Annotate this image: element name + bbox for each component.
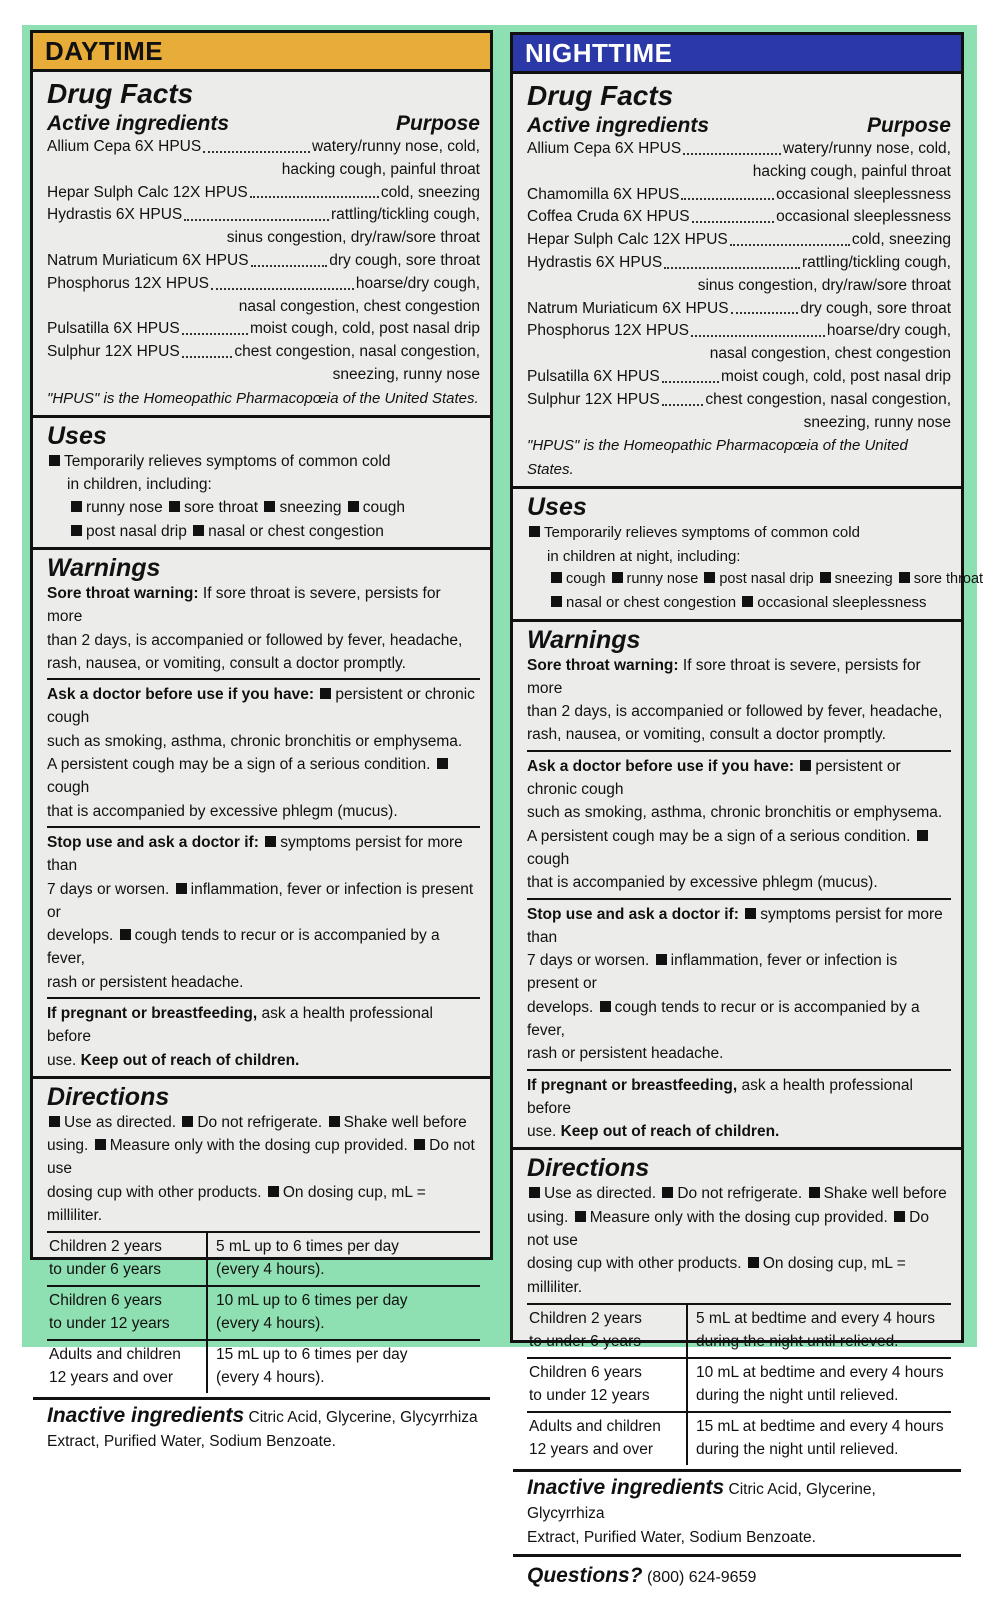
bullet-square-icon — [268, 1186, 279, 1197]
bullet-square-icon — [71, 501, 82, 512]
bullet-square-icon — [748, 1257, 759, 1268]
bullet-square-icon — [176, 883, 187, 894]
uses-line: in children at night, including: — [547, 547, 741, 565]
bullet-square-icon — [529, 526, 540, 537]
active-ingredients-header — [47, 112, 480, 136]
sore-throat-label: Sore throat warning: — [527, 656, 679, 674]
bullet-square-icon — [49, 455, 60, 466]
ingredient-item — [47, 136, 480, 182]
warning-text: that is accompanied by excessive phlegm (mucus). — [527, 874, 878, 892]
questions-section — [513, 1557, 961, 1597]
warnings-title: Warnings — [527, 625, 641, 654]
age-group: Children 2 years — [49, 1238, 162, 1256]
ingredient-name: Hepar Sulph Calc 12X HPUS — [527, 231, 728, 249]
bullet-square-icon — [414, 1139, 425, 1150]
directions-text: Measure only with the dosing cup provided. — [589, 1208, 888, 1226]
keep-out-label: Keep out of reach of children. — [80, 1051, 300, 1069]
ingredient-name: Coffea Cruda 6X HPUS — [527, 208, 690, 226]
uses-item: post nasal drip — [719, 570, 814, 587]
warning-text: rash, nausea, or vomiting, consult a doctor promptly. — [47, 654, 406, 672]
ingredient-purpose-cont: hacking cough, painful throat — [752, 162, 951, 180]
age-group: Children 2 years — [529, 1309, 642, 1327]
purpose-label: Purpose — [866, 114, 951, 137]
ingredient-item — [47, 273, 480, 319]
ingredient-name: Hydrastis 6X HPUS — [527, 253, 663, 271]
ingredient-purpose: occasional sleeplessness — [776, 185, 951, 203]
pregnancy-warning — [527, 1069, 951, 1144]
ingredient-list — [527, 138, 951, 434]
ingredient-purpose: rattling/tickling cough, — [801, 253, 951, 271]
warning-text: rash or persistent headache. — [527, 1045, 724, 1063]
warning-text: than 2 days, is accompanied or followed by fever, headache, — [47, 631, 463, 649]
warning-text: develops. — [47, 927, 114, 945]
hpus-note: "HPUS" is the Homeopathic Pharmacopœia of the United States. — [47, 389, 479, 407]
dose-text: 10 mL at bedtime and every 4 hours — [696, 1363, 944, 1381]
ingredient-name: Pulsatilla 6X HPUS — [47, 320, 180, 338]
ingredient-name: Natrum Muriaticum 6X HPUS — [47, 251, 249, 269]
ingredient-name: Sulphur 12X HPUS — [527, 390, 660, 408]
dose-text: 5 mL at bedtime and every 4 hours — [696, 1309, 935, 1327]
dose-text: 10 mL up to 6 times per day — [216, 1292, 408, 1310]
warning-text: persistent or chronic cough — [47, 686, 475, 727]
bullet-square-icon — [265, 836, 276, 847]
dose-text: during the night until relieved. — [696, 1440, 899, 1458]
nighttime-panel — [510, 32, 984, 1587]
ingredient-item — [47, 341, 480, 387]
warning-text: use. — [47, 1051, 81, 1069]
warning-text: develops. — [527, 998, 594, 1016]
ingredient-purpose-cont: sinus congestion, dry/raw/sore throat — [697, 276, 951, 294]
bullet-square-icon — [612, 572, 623, 583]
warnings-section — [513, 622, 961, 1151]
ingredient-item — [527, 206, 951, 229]
uses-items-row — [47, 520, 480, 543]
stop-use-warning — [527, 898, 951, 1066]
ingredient-name: Hydrastis 6X HPUS — [47, 206, 183, 224]
ingredient-purpose: hoarse/dry cough, — [826, 322, 951, 340]
directions-section — [513, 1150, 961, 1471]
dose-text: (every 4 hours). — [216, 1261, 325, 1279]
ingredient-purpose-cont: sneezing, runny nose — [332, 365, 480, 383]
ask-doctor-warning — [527, 750, 951, 895]
uses-item: sneezing — [279, 499, 342, 517]
bullet-square-icon — [575, 1211, 586, 1222]
ingredient-item — [527, 320, 951, 366]
dose-text: (every 4 hours). — [216, 1315, 325, 1333]
keep-out-label: Keep out of reach of children. — [560, 1123, 780, 1141]
warning-text: A persistent cough may be a sign of a serious condition. — [527, 827, 911, 845]
directions-text: Use as directed. — [544, 1185, 656, 1203]
ask-doctor-warning — [47, 678, 480, 823]
bullet-square-icon — [193, 525, 204, 536]
ingredient-name: Allium Cepa 6X HPUS — [527, 140, 682, 157]
ingredient-name: Sulphur 12X HPUS — [47, 343, 180, 361]
ingredient-purpose: dry cough, sore throat — [329, 251, 480, 269]
ingredient-item — [527, 229, 951, 252]
bullet-square-icon — [320, 688, 331, 699]
drug-facts-title: Drug Facts — [527, 80, 674, 111]
bullet-square-icon — [742, 596, 753, 607]
pregnancy-label: If pregnant or breastfeeding, — [527, 1076, 738, 1094]
bullet-square-icon — [182, 1116, 193, 1127]
directions-text: Do not use — [527, 1208, 929, 1250]
directions-text: Do not use — [47, 1137, 475, 1178]
ingredient-item — [527, 366, 951, 389]
active-ingredients-header — [527, 114, 951, 138]
inactive-text: Extract, Purified Water, Sodium Benzoate. — [527, 1528, 816, 1546]
inactive-ingredients-label: Inactive ingredients — [527, 1475, 725, 1499]
ingredient-name: Pulsatilla 6X HPUS — [527, 367, 660, 385]
warning-text: If sore throat is severe, persists for more — [527, 656, 921, 697]
warning-text: ask a health professional before — [527, 1076, 913, 1117]
inactive-text: Extract, Purified Water, Sodium Benzoate. — [47, 1433, 336, 1451]
purpose-label: Purpose — [395, 112, 480, 135]
sore-throat-warning — [527, 654, 951, 747]
uses-line: Temporarily relieves symptoms of common cold — [544, 524, 860, 542]
warning-text: that is accompanied by excessive phlegm (mucus). — [47, 802, 398, 820]
ingredient-purpose: watery/runny nose, cold, — [782, 140, 951, 157]
ingredient-purpose-cont: sinus congestion, dry/raw/sore throat — [226, 229, 480, 247]
warning-text: If sore throat is severe, persists for more — [47, 584, 441, 626]
active-ingredients-label: Active ingredients — [527, 114, 710, 137]
table-row — [47, 1340, 480, 1393]
bullet-square-icon — [551, 596, 562, 607]
inactive-ingredients-section — [33, 1400, 490, 1458]
bullet-square-icon — [348, 501, 359, 512]
uses-items-row — [527, 568, 984, 591]
warning-text: use. — [527, 1123, 561, 1141]
uses-item: runny nose — [626, 570, 699, 587]
directions-text: Shake well before — [343, 1113, 467, 1131]
ingredient-purpose: cold, sneezing — [380, 183, 480, 201]
warning-text: ask a health professional before — [47, 1005, 433, 1046]
warning-text: 7 days or worsen. — [47, 880, 170, 898]
bullet-square-icon — [169, 501, 180, 512]
bullet-square-icon — [49, 1116, 60, 1127]
uses-item: nasal or chest congestion — [208, 522, 384, 540]
directions-text: On dosing cup, mL = milliliter. — [47, 1183, 426, 1225]
age-group: Adults and children — [49, 1346, 181, 1364]
age-group: 12 years and over — [49, 1369, 174, 1387]
warning-text: symptoms persist for more than — [527, 905, 943, 946]
table-row — [47, 1286, 480, 1340]
age-group: 12 years and over — [529, 1440, 654, 1458]
directions-title: Directions — [527, 1154, 650, 1183]
ingredient-purpose-cont: nasal congestion, chest congestion — [238, 297, 480, 315]
warning-text: such as smoking, asthma, chronic bronchitis or emphysema. — [527, 804, 943, 822]
active-ingredients-section — [513, 74, 961, 489]
ingredient-purpose: cold, sneezing — [851, 231, 951, 249]
uses-title: Uses — [527, 493, 587, 522]
warning-text: such as smoking, asthma, chronic bronchitis or emphysema. — [47, 732, 463, 750]
ingredient-purpose: moist cough, cold, post nasal drip — [720, 367, 951, 385]
inactive-text: Citric Acid, Glycerine, Glycyrrhiza — [527, 1480, 876, 1522]
ingredient-purpose-cont: hacking cough, painful throat — [281, 160, 480, 178]
warning-text: than 2 days, is accompanied or followed by fever, headache, — [527, 703, 943, 721]
ingredient-purpose: hoarse/dry cough, — [355, 274, 480, 292]
uses-item: sore throat — [913, 570, 984, 587]
ingredient-item — [527, 138, 951, 184]
inactive-ingredients-label: Inactive ingredients — [47, 1404, 245, 1428]
sore-throat-label: Sore throat warning: — [47, 584, 199, 602]
bullet-square-icon — [120, 929, 131, 940]
ingredient-item — [527, 298, 951, 321]
dosage-table — [47, 1231, 480, 1393]
bullet-square-icon — [551, 572, 562, 583]
warning-text: 7 days or worsen. — [527, 952, 650, 970]
bullet-square-icon — [71, 525, 82, 536]
dose-text: during the night until relieved. — [696, 1386, 899, 1404]
directions-section — [33, 1079, 490, 1400]
ingredient-purpose-cont: nasal congestion, chest congestion — [709, 345, 951, 363]
ingredient-item — [527, 252, 951, 298]
daytime-panel — [30, 30, 493, 1451]
ingredient-item — [527, 389, 951, 435]
age-group: Adults and children — [529, 1417, 661, 1435]
drug-facts-title: Drug Facts — [47, 78, 194, 109]
ingredient-purpose: watery/runny nose, cold, — [311, 138, 480, 155]
ingredient-purpose: chest congestion, nasal congestion, — [234, 343, 480, 361]
dose-text: 5 mL up to 6 times per day — [216, 1238, 399, 1256]
dose-text: (every 4 hours). — [216, 1369, 325, 1387]
uses-title: Uses — [47, 421, 107, 450]
age-group: Children 6 years — [49, 1292, 162, 1310]
age-group: to under 12 years — [529, 1386, 650, 1404]
uses-items-row — [47, 496, 480, 519]
warning-text: A persistent cough may be a sign of a serious condition. — [47, 756, 431, 774]
bullet-square-icon — [95, 1139, 106, 1150]
bullet-square-icon — [264, 501, 275, 512]
directions-text: Do not refrigerate. — [677, 1185, 803, 1203]
warning-text: rash, nausea, or vomiting, consult a doctor promptly. — [527, 726, 886, 744]
directions-text: Do not refrigerate. — [197, 1113, 323, 1131]
uses-item: cough — [362, 499, 406, 517]
directions-title: Directions — [47, 1082, 170, 1111]
directions-text: dosing cup with other products. — [527, 1255, 742, 1273]
directions-text: On dosing cup, mL = milliliter. — [527, 1255, 906, 1296]
warnings-section — [33, 550, 490, 1079]
ingredient-list — [47, 136, 480, 387]
uses-item: cough — [566, 570, 606, 587]
pregnancy-warning — [47, 997, 480, 1072]
warning-text: cough — [47, 779, 90, 797]
warning-text: symptoms persist for more than — [47, 833, 463, 875]
uses-item: occasional sleeplessness — [757, 594, 927, 612]
nighttime-banner: NIGHTTIME — [513, 35, 961, 74]
ingredient-purpose: moist cough, cold, post nasal drip — [249, 320, 480, 338]
ingredient-item — [47, 204, 480, 250]
directions-text: using. — [47, 1137, 89, 1155]
uses-item: nasal or chest congestion — [566, 594, 737, 612]
bullet-square-icon — [662, 1187, 673, 1198]
directions-text: dosing cup with other products. — [47, 1183, 262, 1201]
warning-text: cough tends to recur or is accompanied by a fever, — [47, 927, 440, 968]
warning-text: inflammation, fever or infection is present or — [527, 952, 898, 993]
active-ingredients-label: Active ingredients — [47, 112, 230, 135]
warning-text: persistent or chronic cough — [527, 757, 901, 799]
ingredient-purpose: chest congestion, nasal congestion, — [705, 390, 951, 408]
table-row — [527, 1412, 951, 1465]
uses-item: sore throat — [184, 499, 259, 517]
ask-doctor-label: Ask a doctor before use if you have: — [527, 757, 795, 775]
ingredient-item — [47, 182, 480, 205]
directions-text: Measure only with the dosing cup provided. — [109, 1137, 408, 1155]
dose-text: 15 mL up to 6 times per day — [216, 1346, 408, 1364]
directions-text: Use as directed. — [64, 1113, 176, 1131]
age-group: Children 6 years — [529, 1363, 642, 1381]
ingredient-item — [47, 250, 480, 273]
ingredient-name: Natrum Muriaticum 6X HPUS — [527, 299, 729, 317]
ingredient-purpose: rattling/tickling cough, — [330, 206, 480, 224]
warning-text: rash or persistent headache. — [47, 973, 244, 991]
questions-label: Questions? — [527, 1563, 643, 1587]
dose-text: 15 mL at bedtime and every 4 hours — [696, 1417, 944, 1435]
uses-item: post nasal drip — [86, 522, 187, 540]
warning-text: cough tends to recur or is accompanied by a fever, — [527, 998, 920, 1039]
warnings-title: Warnings — [47, 553, 161, 582]
table-row — [527, 1358, 951, 1412]
dosage-table — [527, 1303, 951, 1465]
ask-doctor-label: Ask a doctor before use if you have: — [47, 686, 315, 704]
directions-text: using. — [527, 1208, 569, 1226]
uses-line: in children, including: — [67, 476, 212, 494]
age-group: to under 12 years — [49, 1315, 170, 1333]
ingredient-item — [47, 318, 480, 341]
age-group: to under 6 years — [49, 1261, 162, 1279]
bullet-square-icon — [894, 1211, 905, 1222]
ingredient-name: Hepar Sulph Calc 12X HPUS — [47, 183, 248, 201]
ingredient-name: Chamomilla 6X HPUS — [527, 185, 680, 203]
bullet-square-icon — [704, 572, 715, 583]
ingredient-purpose: dry cough, sore throat — [800, 299, 951, 317]
uses-line: Temporarily relieves symptoms of common cold — [64, 452, 391, 470]
bullet-square-icon — [820, 572, 831, 583]
bullet-square-icon — [809, 1187, 820, 1198]
hpus-note: "HPUS" is the Homeopathic Pharmacopœia of the United States. — [527, 437, 908, 479]
bullet-square-icon — [529, 1187, 540, 1198]
bullet-square-icon — [899, 572, 910, 583]
uses-item: runny nose — [86, 499, 163, 517]
ingredient-purpose: occasional sleeplessness — [776, 208, 951, 226]
ingredient-item — [527, 184, 951, 207]
warning-text: cough — [527, 850, 570, 868]
uses-section — [513, 489, 984, 621]
warning-text: inflammation, fever or infection is present or — [47, 880, 474, 921]
stop-use-label: Stop use and ask a doctor if: — [47, 833, 259, 851]
stop-use-warning — [47, 826, 480, 994]
sore-throat-warning — [47, 582, 480, 675]
uses-items-row — [527, 591, 951, 614]
ingredient-name: Allium Cepa 6X HPUS — [47, 138, 202, 155]
inactive-text: Citric Acid, Glycerine, Glycyrrhiza — [244, 1409, 478, 1427]
ingredient-purpose-cont: sneezing, runny nose — [803, 413, 951, 431]
stop-use-label: Stop use and ask a doctor if: — [527, 905, 739, 923]
age-group: to under 6 years — [529, 1332, 642, 1350]
bullet-square-icon — [437, 758, 448, 769]
bullet-square-icon — [600, 1001, 611, 1012]
bullet-square-icon — [656, 954, 667, 965]
dose-text: during the night until relieved. — [696, 1332, 899, 1350]
ingredient-name: Phosphorus 12X HPUS — [527, 322, 689, 340]
table-row — [527, 1304, 951, 1358]
bullet-square-icon — [745, 908, 756, 919]
daytime-banner: DAYTIME — [33, 33, 490, 72]
pregnancy-label: If pregnant or breastfeeding, — [47, 1005, 258, 1022]
questions-phone: (800) 624-9659 — [642, 1568, 757, 1586]
bullet-square-icon — [800, 760, 811, 771]
directions-text: Shake well before — [823, 1185, 947, 1203]
bullet-square-icon — [329, 1116, 340, 1127]
uses-section — [33, 418, 490, 550]
active-ingredients-section — [33, 72, 490, 418]
ingredient-name: Phosphorus 12X HPUS — [47, 274, 209, 292]
bullet-square-icon — [917, 830, 928, 841]
inactive-ingredients-section — [513, 1472, 961, 1557]
uses-item: sneezing — [834, 570, 893, 587]
table-row — [47, 1232, 480, 1286]
